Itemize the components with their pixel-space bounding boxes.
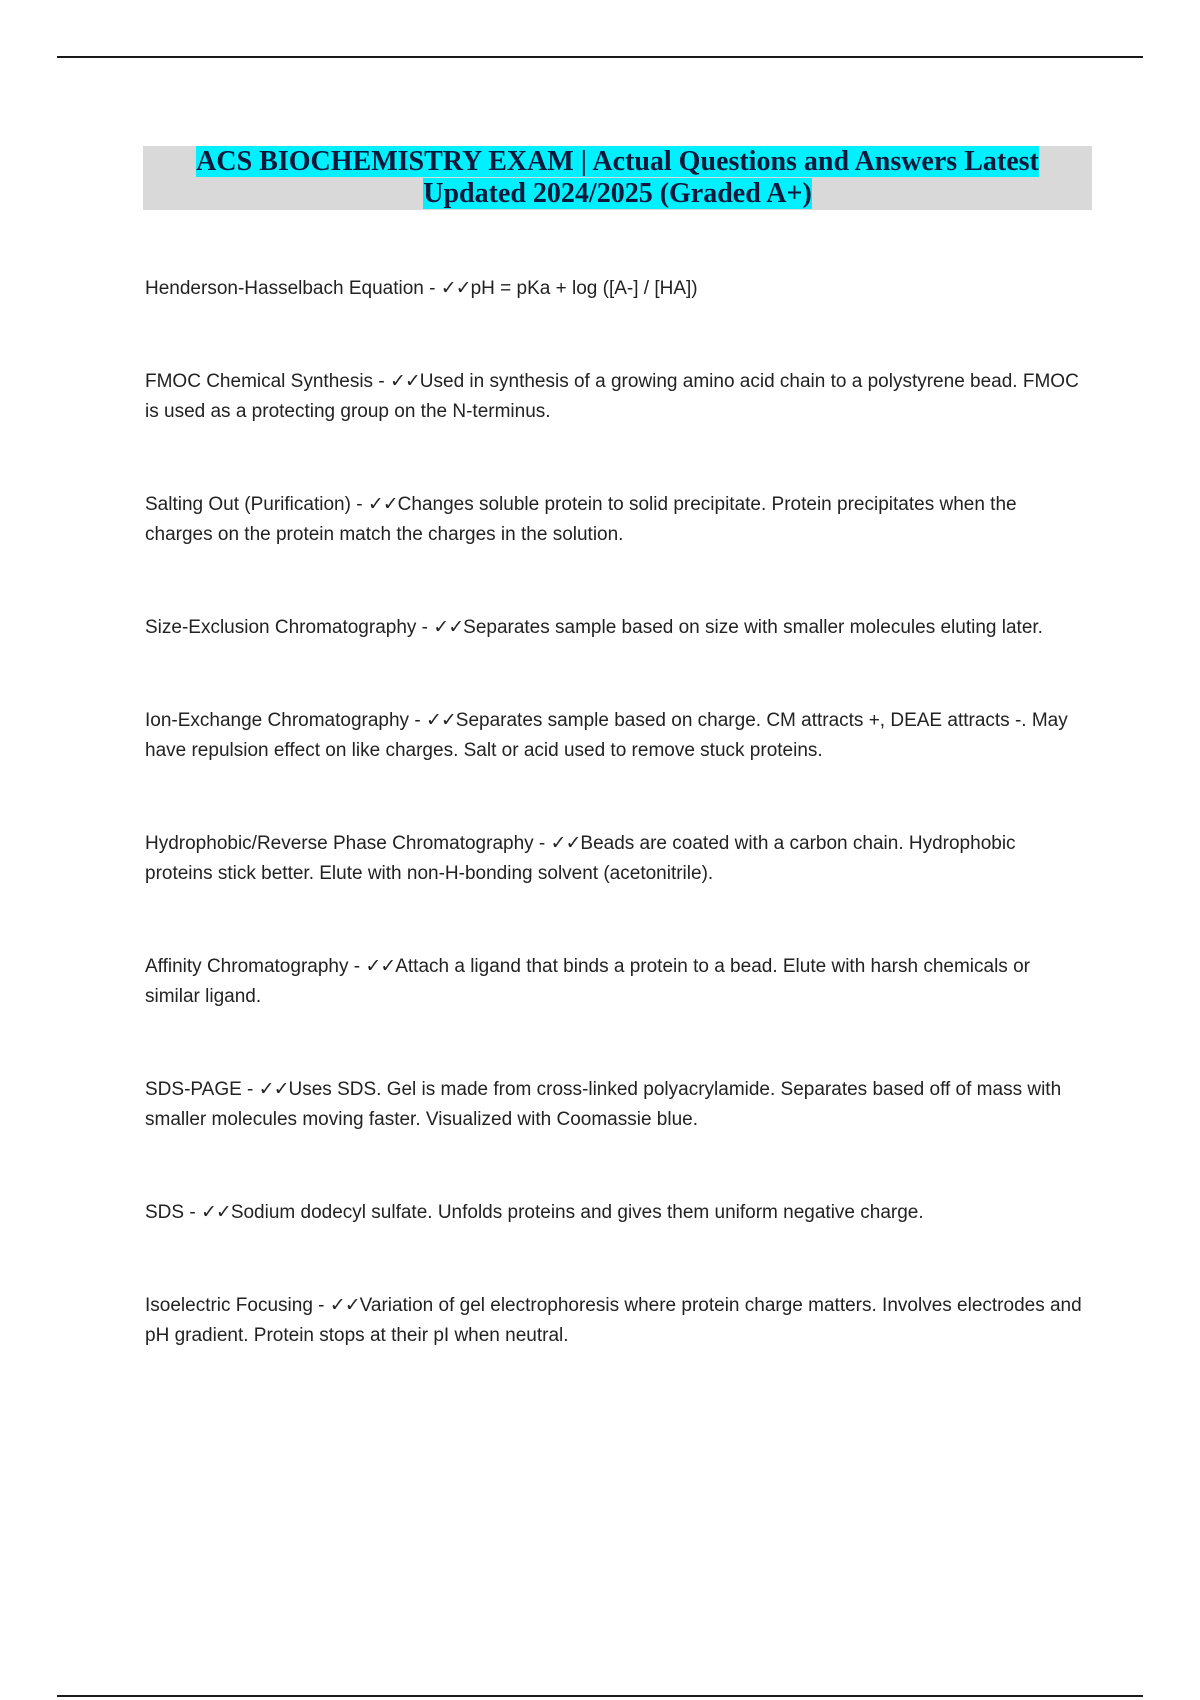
entry-term: Affinity Chromatography <box>145 956 349 977</box>
entry-term: Henderson-Hasselbach Equation <box>145 278 424 299</box>
double-check-icon: ✓✓ <box>433 617 464 638</box>
entry-definition: Separates sample based on charge. CM attracts +, DEAE attracts -. May have repulsion effect on like charges. Salt or acid used to remove stuck proteins. <box>145 710 1068 761</box>
qa-entry: FMOC Chemical Synthesis - ✓✓Used in synthesis of a growing amino acid chain to a polystyrene bead. FMOC is used as a protecting group on the N-terminus. <box>145 371 1079 422</box>
double-check-icon: ✓✓ <box>367 494 398 515</box>
qa-entry: SDS - ✓✓Sodium dodecyl sulfate. Unfolds proteins and gives them uniform negative charge. <box>145 1202 924 1223</box>
entry-term: SDS-PAGE <box>145 1079 242 1100</box>
title-line-1: ACS BIOCHEMISTRY EXAM | Actual Questions and Answers Latest <box>196 146 1039 177</box>
qa-entry: Henderson-Hasselbach Equation - ✓✓pH = pKa + log ([A-] / [HA]) <box>145 278 698 299</box>
entry-definition: Changes soluble protein to solid precipitate. Protein precipitates when the charges on the protein match the charges in the solution. <box>145 494 1017 545</box>
entry-term: Ion-Exchange Chromatography <box>145 710 410 731</box>
double-check-icon: ✓✓ <box>329 1295 360 1316</box>
double-check-icon: ✓✓ <box>550 833 581 854</box>
entry-term: FMOC Chemical Synthesis <box>145 371 374 392</box>
entry-definition: Used in synthesis of a growing amino acid chain to a polystyrene bead. FMOC is used as a protecting group on the N-terminus. <box>145 371 1079 422</box>
entry-definition: Beads are coated with a carbon chain. Hydrophobic proteins stick better. Elute with non-H-bonding solvent (acetonitrile). <box>145 833 1016 884</box>
document-title <box>143 146 1092 210</box>
double-check-icon: ✓✓ <box>258 1079 289 1100</box>
entry-definition: Separates sample based on size with smaller molecules eluting later. <box>463 617 1043 638</box>
title-line-2: Updated 2024/2025 (Graded A+) <box>423 178 812 209</box>
top-rule <box>57 56 1143 58</box>
entry-definition: Uses SDS. Gel is made from cross-linked polyacrylamide. Separates based off of mass with smaller molecules moving faster. Visualized with Coomassie blue. <box>145 1079 1062 1130</box>
entry-definition: Sodium dodecyl sulfate. Unfolds proteins and gives them uniform negative charge. <box>230 1202 924 1223</box>
qa-entry: Ion-Exchange Chromatography - ✓✓Separates sample based on charge. CM attracts +, DEAE attracts -. May have repulsion effect on like charges. Salt or acid used to remove stuck proteins. <box>145 710 1068 761</box>
qa-entry: Affinity Chromatography - ✓✓Attach a ligand that binds a protein to a bead. Elute with harsh chemicals or similar ligand. <box>145 956 1030 1007</box>
qa-entry: SDS-PAGE - ✓✓Uses SDS. Gel is made from cross-linked polyacrylamide. Separates based off of mass with smaller molecules moving faster. Visualized with Coomassie blue. <box>145 1079 1062 1130</box>
double-check-icon: ✓✓ <box>200 1202 231 1223</box>
entry-term: Hydrophobic/Reverse Phase Chromatography <box>145 833 534 854</box>
entry-definition: Attach a ligand that binds a protein to a bead. Elute with harsh chemicals or similar ligand. <box>145 956 1030 1007</box>
qa-entry: Salting Out (Purification) - ✓✓Changes soluble protein to solid precipitate. Protein precipitates when the charges on the protein match the charges in the solution. <box>145 494 1017 545</box>
qa-list <box>145 274 1085 1414</box>
entry-definition: pH = pKa + log ([A-] / [HA]) <box>470 278 698 299</box>
double-check-icon: ✓✓ <box>440 278 471 299</box>
qa-entry: Hydrophobic/Reverse Phase Chromatography - ✓✓Beads are coated with a carbon chain. Hydrophobic proteins stick better. Elute with non-H-bonding solvent (acetonitrile). <box>145 833 1016 884</box>
double-check-icon: ✓✓ <box>389 371 420 392</box>
entry-term: Size-Exclusion Chromatography <box>145 617 417 638</box>
double-check-icon: ✓✓ <box>365 956 396 977</box>
qa-entry: Isoelectric Focusing - ✓✓Variation of gel electrophoresis where protein charge matters. Involves electrodes and pH gradient. Protein stops at their pI when neutral. <box>145 1295 1082 1346</box>
entry-term: SDS <box>145 1202 185 1223</box>
entry-term: Isoelectric Focusing <box>145 1295 313 1316</box>
qa-entry: Size-Exclusion Chromatography - ✓✓Separates sample based on size with smaller molecules eluting later. <box>145 617 1043 638</box>
entry-term: Salting Out (Purification) <box>145 494 351 515</box>
entry-definition: Variation of gel electrophoresis where protein charge matters. Involves electrodes and pH gradient. Protein stops at their pI when neutral. <box>145 1295 1082 1346</box>
double-check-icon: ✓✓ <box>425 710 456 731</box>
bottom-rule <box>57 1695 1143 1697</box>
